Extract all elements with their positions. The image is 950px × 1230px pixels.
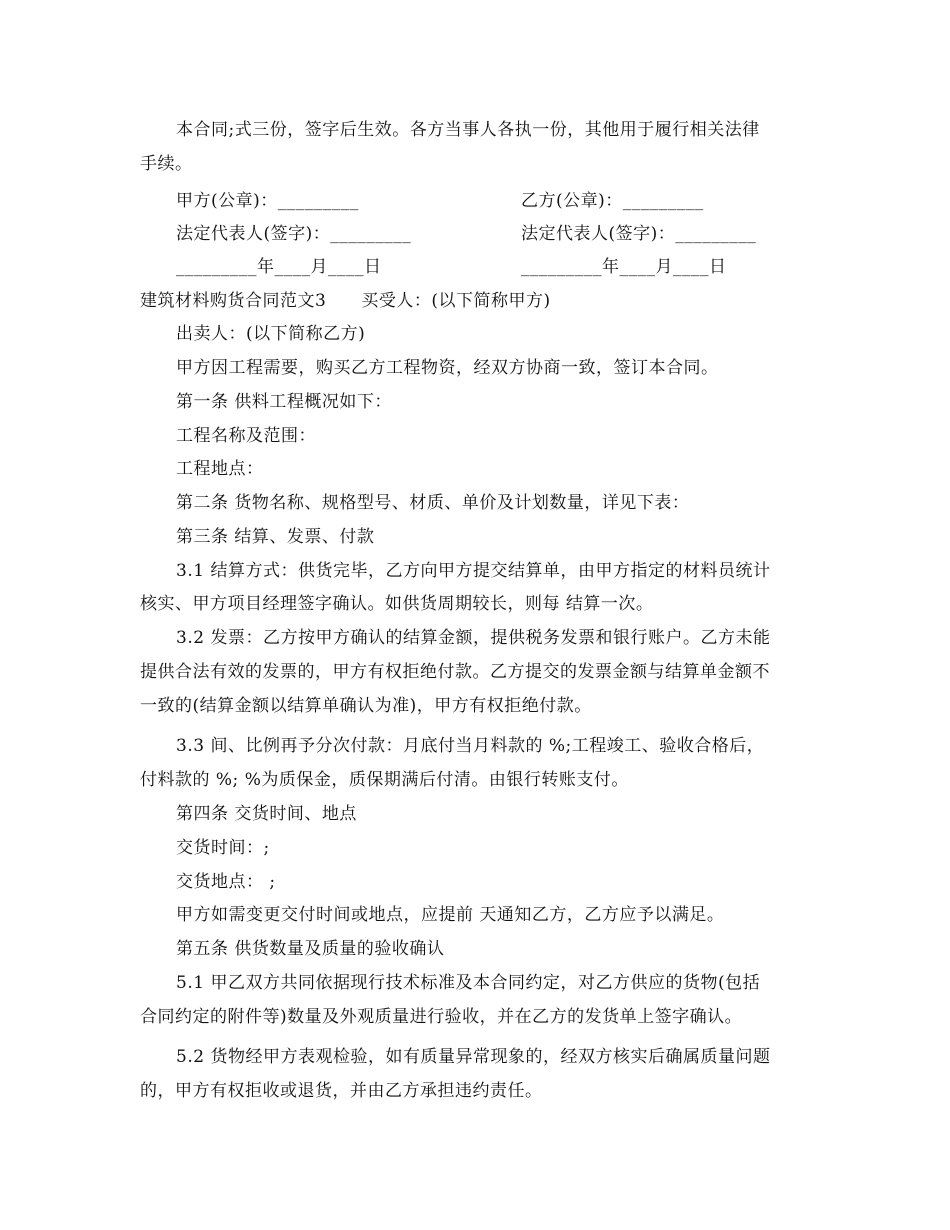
paragraph-line: 3.3 间、比例再予分次付款：月底付当月料款的 %;工程竣工、验收合格后，	[176, 736, 765, 756]
contract-title-line: 建筑材料购货合同范文3 买受人：(以下简称甲方)	[140, 291, 551, 311]
paragraph-line: 提供合法有效的发票的，甲方有权拒绝付款。乙方提交的发票金额与结算单金额不	[140, 662, 770, 682]
party-a-date-field: _________年____月____日	[176, 257, 382, 277]
article-heading: 第四条 交货时间、地点	[176, 804, 357, 824]
paragraph-line: 交货地点： ;	[176, 872, 276, 892]
paragraph-line: 出卖人：(以下简称乙方)	[176, 324, 366, 344]
party-b-date-field: _________年____月____日	[521, 257, 727, 277]
paragraph-line: 甲方如需变更交付时间或地点，应提前 天通知乙方，乙方应予以满足。	[176, 905, 725, 925]
paragraph-line: 交货时间：;	[176, 838, 270, 858]
paragraph-line: 核实、甲方项目经理签字确认。如供货周期较长，则每 结算一次。	[140, 594, 654, 614]
paragraph-line: 甲方因工程需要，购买乙方工程物资，经双方协商一致，签订本合同。	[176, 358, 719, 378]
article-heading: 第五条 供货数量及质量的验收确认	[176, 939, 445, 959]
paragraph-line: 工程地点：	[176, 459, 264, 479]
paragraph-line: 本合同;式三份，签字后生效。各方当事人各执一份，其他用于履行相关法律	[176, 120, 760, 140]
article-heading: 第一条 供料工程概况如下：	[176, 392, 392, 412]
paragraph-line: 手续。	[140, 154, 193, 174]
party-a-seal-field: 甲方(公章)：_________	[176, 191, 359, 211]
paragraph-line: 3.2 发票：乙方按甲方确认的结算金额，提供税务发票和银行账户。乙方未能	[176, 628, 771, 648]
article-heading: 第二条 货物名称、规格型号、材质、单价及计划数量，详见下表：	[176, 493, 690, 513]
paragraph-line: 3.1 结算方式：供货完毕，乙方向甲方提交结算单，由甲方指定的材料员统计	[176, 561, 771, 581]
paragraph-line: 的，甲方有权拒收或退货，并由乙方承担违约责任。	[140, 1081, 543, 1101]
paragraph-line: 合同约定的附件等)数量及外观质量进行验收，并在乙方的发货单上签字确认。	[140, 1007, 743, 1027]
paragraph-line: 5.2 货物经甲方表观检验，如有质量异常现象的，经双方核实后确属质量问题	[176, 1047, 771, 1067]
paragraph-line: 5.1 甲乙双方共同依据现行技术标准及本合同约定，对乙方供应的货物(包括	[176, 973, 761, 993]
paragraph-line: 工程名称及范围：	[176, 426, 316, 446]
party-b-representative-field: 法定代表人(签字)：_________	[521, 224, 757, 244]
paragraph-line: 付料款的 %; %为质保金，质保期满后付清。由银行转账支付。	[140, 770, 629, 790]
party-a-representative-field: 法定代表人(签字)：_________	[176, 224, 412, 244]
party-b-seal-field: 乙方(公章)：_________	[521, 191, 704, 211]
paragraph-line: 一致的(结算金额以结算单确认为准)，甲方有权拒绝付款。	[140, 696, 592, 716]
article-heading: 第三条 结算、发票、付款	[176, 527, 375, 547]
